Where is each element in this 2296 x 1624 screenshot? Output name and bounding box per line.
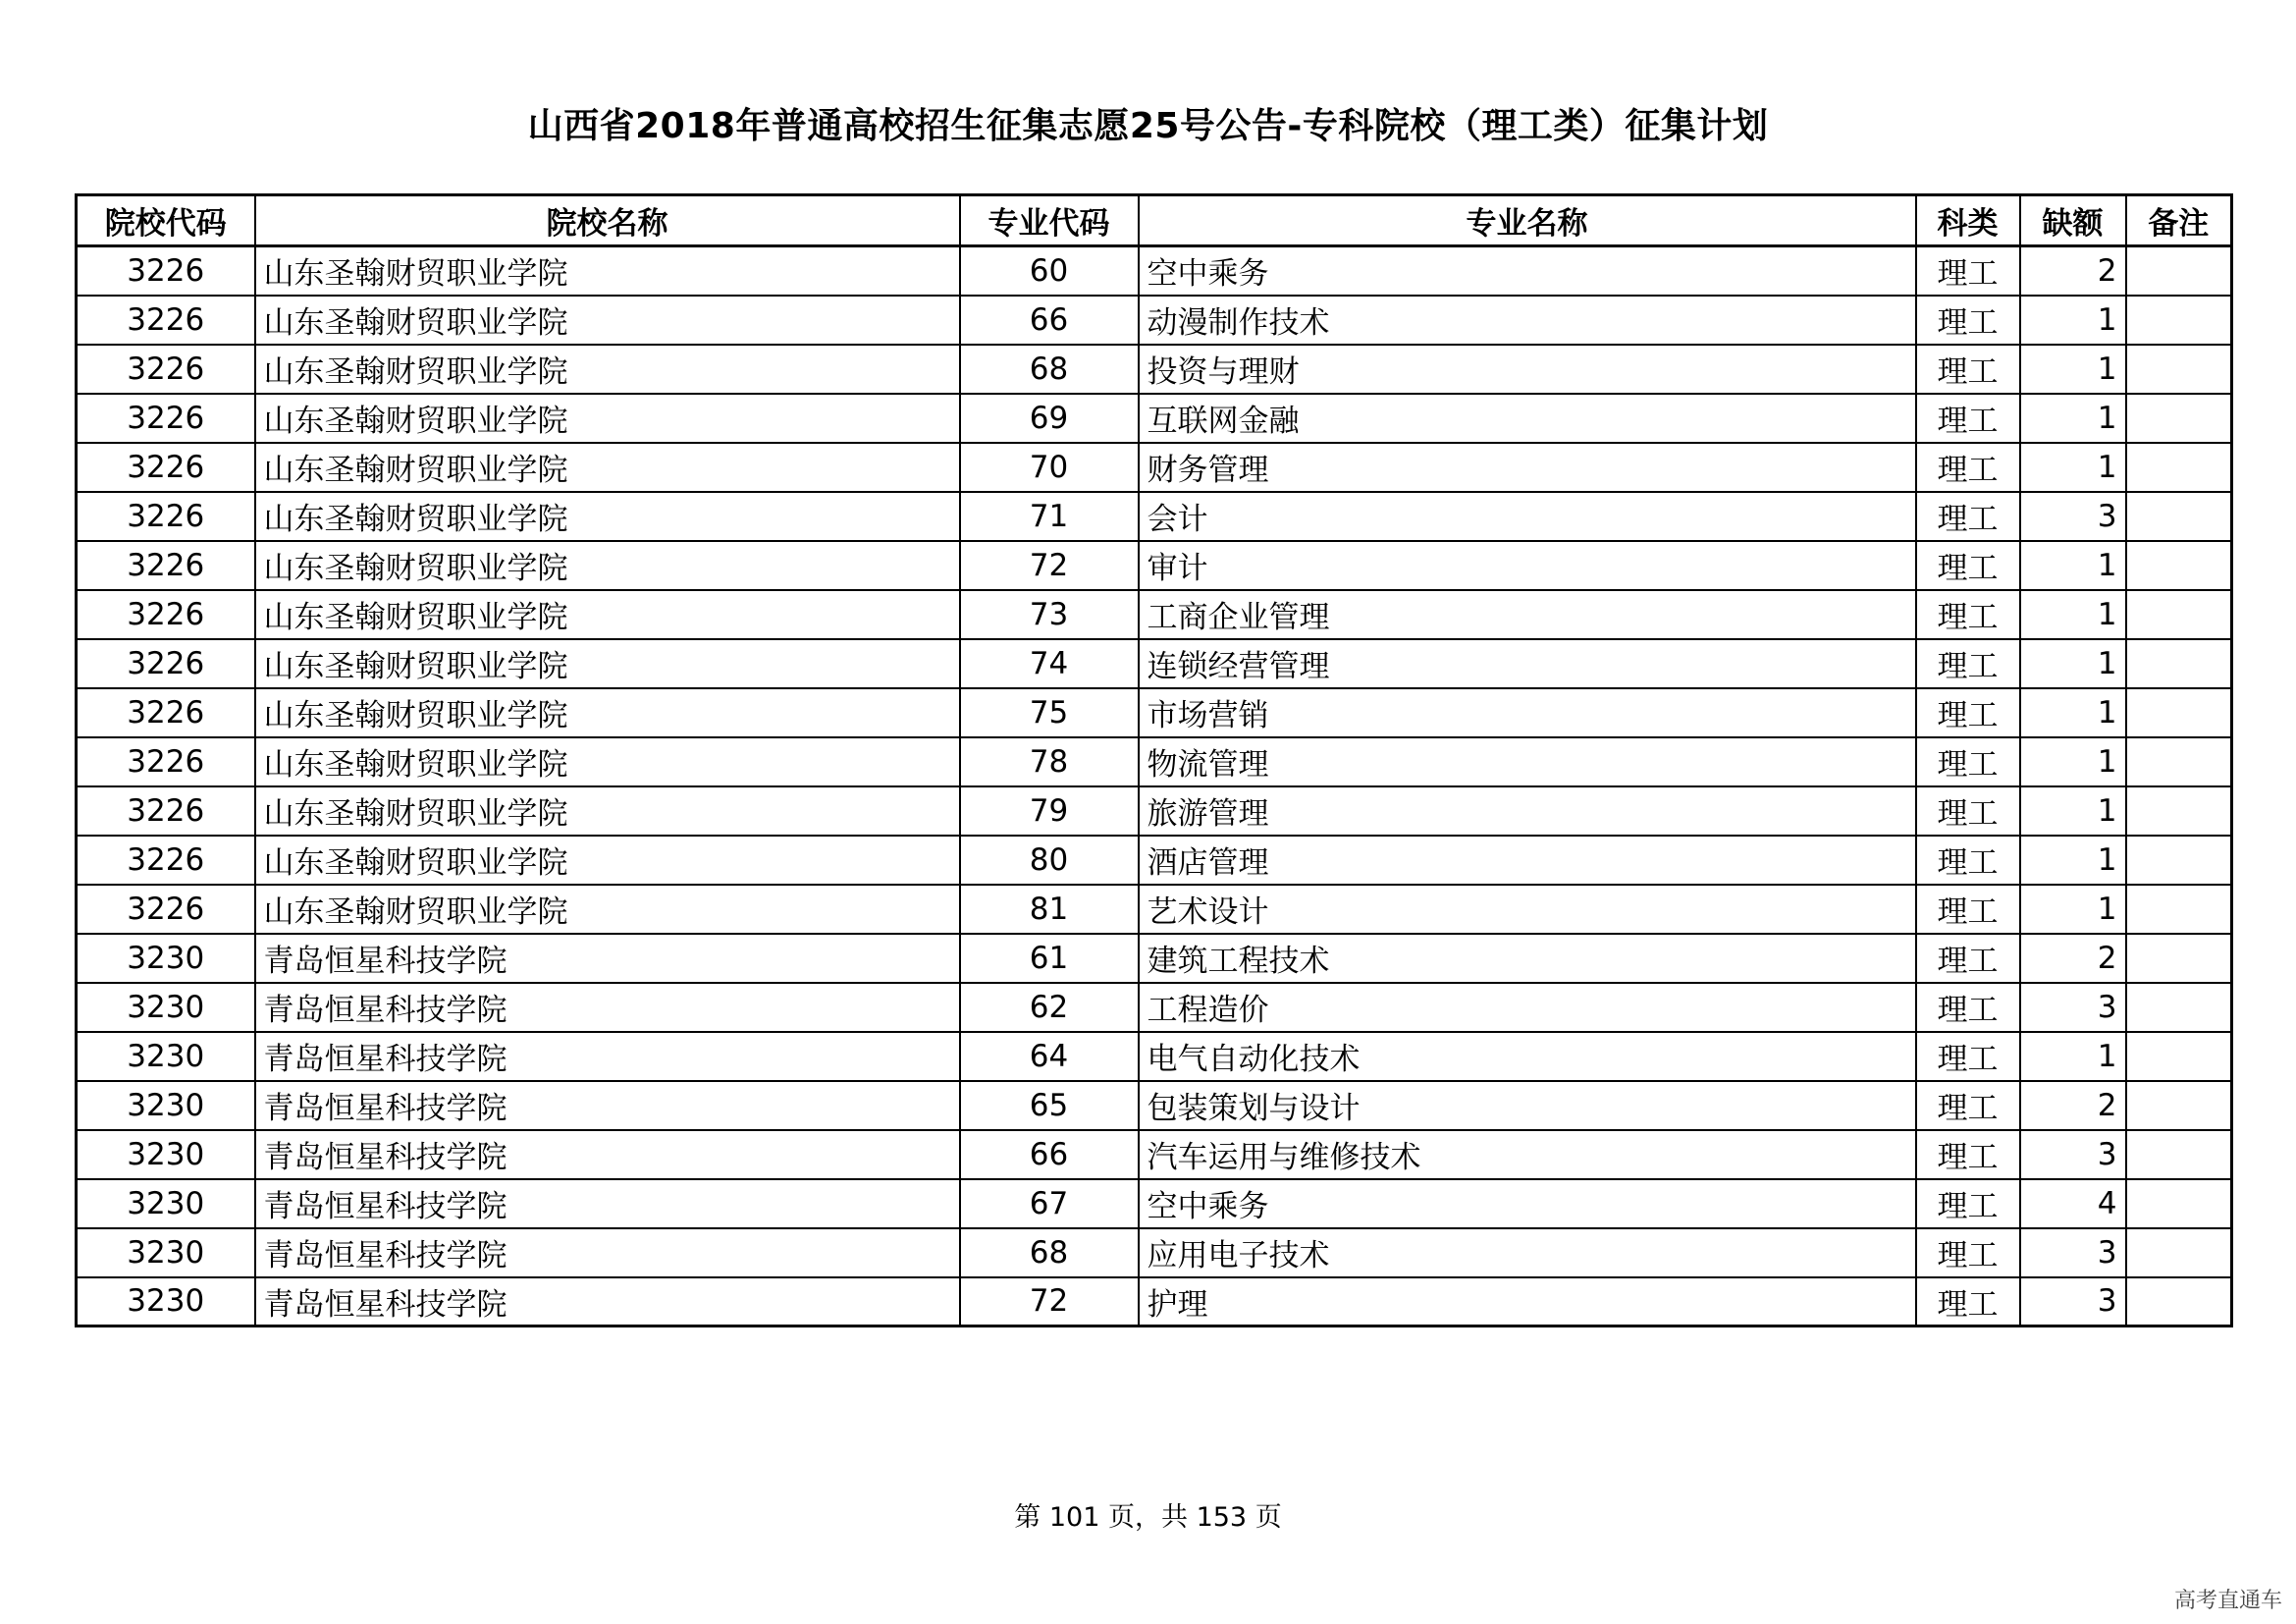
cell-school-name: 山东圣翰财贸职业学院 bbox=[255, 394, 960, 443]
cell-school-name: 青岛恒星科技学院 bbox=[255, 1130, 960, 1179]
cell-category: 理工 bbox=[1916, 296, 2020, 345]
cell-major-code: 65 bbox=[960, 1081, 1139, 1130]
cell-school-code: 3230 bbox=[77, 983, 255, 1032]
cell-major-code: 69 bbox=[960, 394, 1139, 443]
cell-major-name: 护理 bbox=[1139, 1277, 1916, 1326]
header-major-code: 专业代码 bbox=[960, 195, 1139, 246]
cell-remarks bbox=[2126, 492, 2232, 541]
cell-remarks bbox=[2126, 1179, 2232, 1228]
cell-remarks bbox=[2126, 1032, 2232, 1081]
cell-category: 理工 bbox=[1916, 590, 2020, 639]
cell-category: 理工 bbox=[1916, 934, 2020, 983]
cell-category: 理工 bbox=[1916, 983, 2020, 1032]
table-row bbox=[77, 296, 2232, 345]
cell-remarks bbox=[2126, 885, 2232, 934]
cell-major-code: 64 bbox=[960, 1032, 1139, 1081]
header-school-code: 院校代码 bbox=[77, 195, 255, 246]
cell-major-name: 建筑工程技术 bbox=[1139, 934, 1916, 983]
cell-category: 理工 bbox=[1916, 394, 2020, 443]
cell-major-name: 会计 bbox=[1139, 492, 1916, 541]
table-row bbox=[77, 492, 2232, 541]
cell-major-code: 71 bbox=[960, 492, 1139, 541]
table-row bbox=[77, 688, 2232, 737]
table-row bbox=[77, 1130, 2232, 1179]
cell-vacancy: 3 bbox=[2020, 492, 2126, 541]
cell-school-code: 3230 bbox=[77, 1179, 255, 1228]
table-row bbox=[77, 885, 2232, 934]
cell-school-name: 山东圣翰财贸职业学院 bbox=[255, 737, 960, 786]
cell-school-name: 山东圣翰财贸职业学院 bbox=[255, 541, 960, 590]
cell-school-name: 青岛恒星科技学院 bbox=[255, 1277, 960, 1326]
cell-school-name: 青岛恒星科技学院 bbox=[255, 983, 960, 1032]
table-row bbox=[77, 1081, 2232, 1130]
cell-vacancy: 2 bbox=[2020, 1081, 2126, 1130]
header-vacancy: 缺额 bbox=[2020, 195, 2126, 246]
cell-school-name: 山东圣翰财贸职业学院 bbox=[255, 492, 960, 541]
cell-category: 理工 bbox=[1916, 1179, 2020, 1228]
page-footer: 第 101 页，共 153 页 bbox=[1014, 1502, 1282, 1533]
cell-school-code: 3230 bbox=[77, 1228, 255, 1277]
cell-vacancy: 3 bbox=[2020, 983, 2126, 1032]
cell-vacancy: 3 bbox=[2020, 1228, 2126, 1277]
cell-school-code: 3230 bbox=[77, 1277, 255, 1326]
cell-school-code: 3226 bbox=[77, 246, 255, 296]
cell-school-code: 3226 bbox=[77, 296, 255, 345]
cell-school-name: 青岛恒星科技学院 bbox=[255, 1032, 960, 1081]
cell-major-name: 物流管理 bbox=[1139, 737, 1916, 786]
cell-vacancy: 1 bbox=[2020, 1032, 2126, 1081]
cell-major-code: 60 bbox=[960, 246, 1139, 296]
table-row bbox=[77, 1277, 2232, 1326]
cell-major-code: 66 bbox=[960, 1130, 1139, 1179]
cell-remarks bbox=[2126, 345, 2232, 394]
cell-school-name: 山东圣翰财贸职业学院 bbox=[255, 885, 960, 934]
cell-school-code: 3226 bbox=[77, 443, 255, 492]
cell-school-name: 山东圣翰财贸职业学院 bbox=[255, 688, 960, 737]
table-row bbox=[77, 1179, 2232, 1228]
cell-school-name: 山东圣翰财贸职业学院 bbox=[255, 296, 960, 345]
table-row bbox=[77, 639, 2232, 688]
cell-vacancy: 2 bbox=[2020, 246, 2126, 296]
cell-major-code: 81 bbox=[960, 885, 1139, 934]
cell-school-code: 3226 bbox=[77, 639, 255, 688]
cell-major-name: 财务管理 bbox=[1139, 443, 1916, 492]
cell-major-name: 审计 bbox=[1139, 541, 1916, 590]
cell-school-code: 3226 bbox=[77, 345, 255, 394]
cell-vacancy: 1 bbox=[2020, 345, 2126, 394]
cell-vacancy: 4 bbox=[2020, 1179, 2126, 1228]
table-row bbox=[77, 786, 2232, 836]
cell-vacancy: 1 bbox=[2020, 443, 2126, 492]
cell-school-code: 3226 bbox=[77, 885, 255, 934]
cell-school-name: 青岛恒星科技学院 bbox=[255, 1228, 960, 1277]
cell-remarks bbox=[2126, 296, 2232, 345]
cell-school-code: 3230 bbox=[77, 1032, 255, 1081]
table-row bbox=[77, 590, 2232, 639]
table-row bbox=[77, 541, 2232, 590]
cell-major-code: 74 bbox=[960, 639, 1139, 688]
cell-school-name: 青岛恒星科技学院 bbox=[255, 1081, 960, 1130]
cell-remarks bbox=[2126, 1130, 2232, 1179]
table-row bbox=[77, 394, 2232, 443]
cell-vacancy: 1 bbox=[2020, 786, 2126, 836]
cell-school-code: 3226 bbox=[77, 737, 255, 786]
cell-remarks bbox=[2126, 1277, 2232, 1326]
cell-vacancy: 1 bbox=[2020, 885, 2126, 934]
cell-major-code: 62 bbox=[960, 983, 1139, 1032]
table-row bbox=[77, 737, 2232, 786]
cell-remarks bbox=[2126, 590, 2232, 639]
cell-major-name: 工商企业管理 bbox=[1139, 590, 1916, 639]
cell-major-code: 72 bbox=[960, 1277, 1139, 1326]
cell-major-name: 旅游管理 bbox=[1139, 786, 1916, 836]
cell-remarks bbox=[2126, 688, 2232, 737]
cell-remarks bbox=[2126, 394, 2232, 443]
cell-major-name: 艺术设计 bbox=[1139, 885, 1916, 934]
cell-major-name: 汽车运用与维修技术 bbox=[1139, 1130, 1916, 1179]
cell-vacancy: 3 bbox=[2020, 1277, 2126, 1326]
cell-vacancy: 1 bbox=[2020, 394, 2126, 443]
cell-major-code: 78 bbox=[960, 737, 1139, 786]
cell-vacancy: 1 bbox=[2020, 688, 2126, 737]
cell-major-name: 工程造价 bbox=[1139, 983, 1916, 1032]
cell-vacancy: 1 bbox=[2020, 639, 2126, 688]
cell-school-code: 3230 bbox=[77, 1081, 255, 1130]
cell-category: 理工 bbox=[1916, 1032, 2020, 1081]
cell-remarks bbox=[2126, 934, 2232, 983]
cell-category: 理工 bbox=[1916, 443, 2020, 492]
cell-remarks bbox=[2126, 639, 2232, 688]
watermark-text: 高考直通车 bbox=[2173, 1589, 2282, 1613]
cell-remarks bbox=[2126, 786, 2232, 836]
cell-category: 理工 bbox=[1916, 885, 2020, 934]
cell-remarks bbox=[2126, 443, 2232, 492]
cell-school-code: 3226 bbox=[77, 688, 255, 737]
table-row bbox=[77, 1228, 2232, 1277]
cell-major-name: 投资与理财 bbox=[1139, 345, 1916, 394]
table-header-row bbox=[77, 195, 2232, 246]
plan-table-container bbox=[75, 193, 2230, 1327]
cell-remarks bbox=[2126, 1228, 2232, 1277]
table-body bbox=[77, 246, 2232, 1326]
cell-vacancy: 1 bbox=[2020, 590, 2126, 639]
cell-major-code: 72 bbox=[960, 541, 1139, 590]
cell-major-code: 80 bbox=[960, 836, 1139, 885]
table-row bbox=[77, 443, 2232, 492]
cell-vacancy: 1 bbox=[2020, 836, 2126, 885]
cell-category: 理工 bbox=[1916, 1081, 2020, 1130]
cell-category: 理工 bbox=[1916, 1130, 2020, 1179]
cell-remarks bbox=[2126, 737, 2232, 786]
cell-school-code: 3230 bbox=[77, 934, 255, 983]
cell-remarks bbox=[2126, 541, 2232, 590]
cell-vacancy: 2 bbox=[2020, 934, 2126, 983]
cell-major-code: 61 bbox=[960, 934, 1139, 983]
cell-school-name: 山东圣翰财贸职业学院 bbox=[255, 639, 960, 688]
cell-major-code: 66 bbox=[960, 296, 1139, 345]
cell-school-name: 山东圣翰财贸职业学院 bbox=[255, 443, 960, 492]
cell-major-code: 70 bbox=[960, 443, 1139, 492]
cell-major-name: 互联网金融 bbox=[1139, 394, 1916, 443]
cell-category: 理工 bbox=[1916, 492, 2020, 541]
cell-major-name: 空中乘务 bbox=[1139, 246, 1916, 296]
header-remarks: 备注 bbox=[2126, 195, 2232, 246]
cell-remarks bbox=[2126, 983, 2232, 1032]
header-major-name: 专业名称 bbox=[1139, 195, 1916, 246]
table-row bbox=[77, 345, 2232, 394]
cell-school-name: 山东圣翰财贸职业学院 bbox=[255, 786, 960, 836]
cell-school-code: 3226 bbox=[77, 836, 255, 885]
cell-school-name: 山东圣翰财贸职业学院 bbox=[255, 836, 960, 885]
cell-remarks bbox=[2126, 246, 2232, 296]
cell-vacancy: 3 bbox=[2020, 1130, 2126, 1179]
cell-school-code: 3226 bbox=[77, 590, 255, 639]
cell-school-name: 青岛恒星科技学院 bbox=[255, 934, 960, 983]
cell-major-name: 电气自动化技术 bbox=[1139, 1032, 1916, 1081]
table-row bbox=[77, 983, 2232, 1032]
cell-vacancy: 1 bbox=[2020, 737, 2126, 786]
cell-vacancy: 1 bbox=[2020, 541, 2126, 590]
table-row bbox=[77, 934, 2232, 983]
cell-school-name: 山东圣翰财贸职业学院 bbox=[255, 590, 960, 639]
cell-major-name: 包装策划与设计 bbox=[1139, 1081, 1916, 1130]
cell-remarks bbox=[2126, 1081, 2232, 1130]
cell-school-code: 3226 bbox=[77, 786, 255, 836]
header-category: 科类 bbox=[1916, 195, 2020, 246]
cell-major-code: 67 bbox=[960, 1179, 1139, 1228]
header-school-name: 院校名称 bbox=[255, 195, 960, 246]
cell-school-name: 山东圣翰财贸职业学院 bbox=[255, 246, 960, 296]
cell-category: 理工 bbox=[1916, 1228, 2020, 1277]
cell-category: 理工 bbox=[1916, 246, 2020, 296]
cell-school-code: 3226 bbox=[77, 492, 255, 541]
cell-major-code: 68 bbox=[960, 1228, 1139, 1277]
cell-school-code: 3230 bbox=[77, 1130, 255, 1179]
page-title: 山西省2018年普通高校招生征集志愿25号公告-专科院校（理工类）征集计划 bbox=[527, 106, 1769, 146]
cell-major-code: 68 bbox=[960, 345, 1139, 394]
cell-major-name: 动漫制作技术 bbox=[1139, 296, 1916, 345]
cell-category: 理工 bbox=[1916, 836, 2020, 885]
cell-remarks bbox=[2126, 836, 2232, 885]
cell-category: 理工 bbox=[1916, 639, 2020, 688]
cell-school-name: 青岛恒星科技学院 bbox=[255, 1179, 960, 1228]
cell-school-name: 山东圣翰财贸职业学院 bbox=[255, 345, 960, 394]
cell-category: 理工 bbox=[1916, 786, 2020, 836]
cell-major-code: 79 bbox=[960, 786, 1139, 836]
plan-table bbox=[75, 193, 2233, 1327]
cell-major-name: 连锁经营管理 bbox=[1139, 639, 1916, 688]
cell-major-name: 空中乘务 bbox=[1139, 1179, 1916, 1228]
cell-major-code: 73 bbox=[960, 590, 1139, 639]
cell-major-name: 市场营销 bbox=[1139, 688, 1916, 737]
table-row bbox=[77, 1032, 2232, 1081]
cell-school-code: 3226 bbox=[77, 541, 255, 590]
cell-category: 理工 bbox=[1916, 688, 2020, 737]
table-row bbox=[77, 246, 2232, 296]
cell-category: 理工 bbox=[1916, 345, 2020, 394]
table-row bbox=[77, 836, 2232, 885]
cell-school-code: 3226 bbox=[77, 394, 255, 443]
cell-major-code: 75 bbox=[960, 688, 1139, 737]
cell-vacancy: 1 bbox=[2020, 296, 2126, 345]
cell-category: 理工 bbox=[1916, 737, 2020, 786]
cell-category: 理工 bbox=[1916, 541, 2020, 590]
cell-major-name: 酒店管理 bbox=[1139, 836, 1916, 885]
cell-category: 理工 bbox=[1916, 1277, 2020, 1326]
cell-major-name: 应用电子技术 bbox=[1139, 1228, 1916, 1277]
